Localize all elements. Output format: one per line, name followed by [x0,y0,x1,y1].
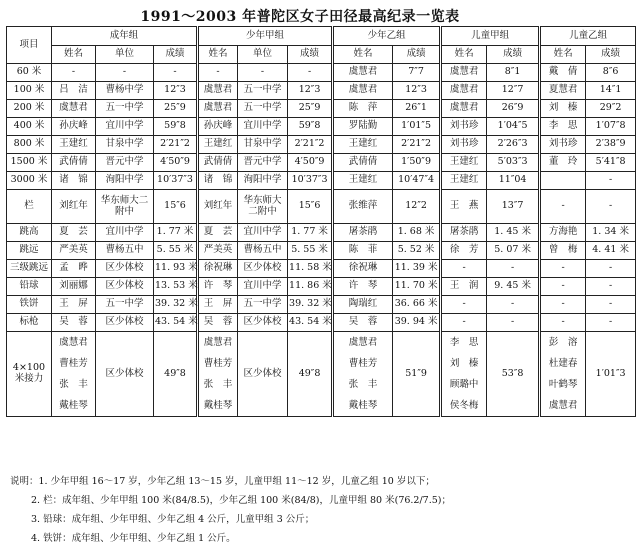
table-cell: - [487,260,540,278]
header-group-child-b: 儿童乙组 [540,27,636,46]
event-cell: 800 米 [7,136,52,154]
table-cell: 五一中学 [238,296,288,314]
relay-runner: 虞慧君 [548,400,578,411]
table-cell: 陈 萍 [333,100,393,118]
event-cell: 3000 米 [7,172,52,190]
event-cell: 200 米 [7,100,52,118]
table-cell: - [198,64,238,82]
relay-runner: 彭 溶 [548,337,578,348]
table-cell: 29″2 [586,100,636,118]
table-cell: 11″04 [487,172,540,190]
table-cell: 甘泉中学 [238,136,288,154]
table-row [7,154,636,172]
table-cell: 虞慧君 [198,100,238,118]
table-cell: 虞慧君 [52,100,96,118]
table-cell: 许 琴 [198,278,238,296]
table-cell: - [441,296,487,314]
table-cell: - [238,64,288,82]
table-cell: 12″3 [288,82,333,100]
event-cell: 跳高 [7,224,52,242]
header-result: 成绩 [586,46,636,64]
table-cell: 宜川中学 [96,118,154,136]
table-cell: 武倩倩 [198,154,238,172]
records-body [7,64,636,417]
table-cell: 13. 53 米 [154,278,198,296]
table-cell: 26″9 [487,100,540,118]
table-cell: 孙庆峰 [52,118,96,136]
table-cell: 区少体校 [238,314,288,332]
header-group-adult: 成年组 [52,27,198,46]
table-cell: 11. 70 米 [393,278,441,296]
note-line: 2. 栏：成年组、少年甲组 100 米(84/8.5)，少年乙组 100 米(84/8)，儿童甲组 80 米(76.2/7.5)； [31,495,451,506]
relay-runner: 曹桂芳 [348,358,378,369]
table-cell: - [540,278,586,296]
table-row [7,100,636,118]
table-cell: 宜川中学 [238,278,288,296]
table-cell: 2′26″3 [487,136,540,154]
table-row [7,296,636,314]
table-cell: 26″1 [393,100,441,118]
table-cell: 宜川中学 [96,224,154,242]
header-group-junior-b: 少年乙组 [333,27,441,46]
table-cell: 刘书珍 [441,118,487,136]
table-cell: 1. 34 米 [586,224,636,242]
table-cell: 晋元中学 [238,154,288,172]
table-cell: 严美英 [52,242,96,260]
table-cell: 12″3 [154,82,198,100]
relay-names [540,332,586,417]
table-cell: 曾 梅 [540,242,586,260]
relay-runner: 侯冬梅 [449,400,479,411]
header-result: 成绩 [393,46,441,64]
table-cell: 1. 45 米 [487,224,540,242]
table-cell [540,172,586,190]
table-cell: 王建红 [333,136,393,154]
table-cell: 吕 洁 [52,82,96,100]
table-cell: 1′01″3 [586,332,636,417]
table-cell: 虞慧君 [441,64,487,82]
table-cell: 49″8 [288,332,333,417]
table-cell: 5′41″8 [586,154,636,172]
table-cell: - [586,172,636,190]
table-cell: 1. 77 米 [288,224,333,242]
table-cell: 华东师大二附中 [96,190,154,224]
table-cell: 屠茶鹃 [441,224,487,242]
table-row [7,224,636,242]
relay-runner: 顾璐中 [449,379,479,390]
table-cell: 2′38″9 [586,136,636,154]
table-cell: 10′37″3 [288,172,333,190]
table-cell: - [586,278,636,296]
table-cell: 9. 45 米 [487,278,540,296]
table-cell: - [540,314,586,332]
header-group-child-a: 儿童甲组 [441,27,540,46]
table-cell: 徐 芳 [441,242,487,260]
table-row [7,64,636,82]
table-cell: - [586,314,636,332]
event-cell: 标枪 [7,314,52,332]
page-title: 1991～2003 年普陀区女子田径最高纪录一览表 [140,9,460,25]
table-cell: 曹杨中学 [96,82,154,100]
table-cell: 王 屏 [52,296,96,314]
table-cell: 15″6 [154,190,198,224]
relay-runner: 张 丰 [203,379,233,390]
table-cell: 洵阳中学 [96,172,154,190]
table-cell: 39. 32 米 [288,296,333,314]
table-cell: 王 润 [441,278,487,296]
table-cell: 华东师大二附中 [238,190,288,224]
table-cell: 区少体校 [96,332,154,417]
table-cell: 43. 54 米 [288,314,333,332]
table-cell: 11. 86 米 [288,278,333,296]
table-cell: 刘红年 [52,190,96,224]
table-cell: 区少体校 [96,260,154,278]
table-cell: 王建红 [333,172,393,190]
table-cell: 11. 93 米 [154,260,198,278]
table-cell: 12″7 [487,82,540,100]
note-line: 4. 铁饼：成年组、少年甲组、少年乙组 1 公斤。 [31,533,236,544]
table-cell: - [96,64,154,82]
relay-runner: 虞慧君 [59,337,88,348]
relay-names [52,332,96,417]
relay-names [333,332,393,417]
table-cell: 2′21″2 [393,136,441,154]
header-result: 成绩 [154,46,198,64]
table-cell: 53″8 [487,332,540,417]
table-cell: 区少体校 [96,314,154,332]
event-cell: 1500 米 [7,154,52,172]
table-cell: 刘丽娜 [52,278,96,296]
table-cell: 五一中学 [96,296,154,314]
table-cell: 12″2 [393,190,441,224]
table-cell: 25″9 [288,100,333,118]
header-unit: 单位 [96,46,154,64]
table-cell: 虞慧君 [333,82,393,100]
table-row [7,82,636,100]
table-cell: 12″3 [393,82,441,100]
event-cell: 栏 [7,190,52,224]
table-cell: 王 屏 [198,296,238,314]
table-cell: 屠茶鹃 [333,224,393,242]
table-cell: 武倩倩 [52,154,96,172]
table-cell: 5. 52 米 [393,242,441,260]
table-cell: 区少体校 [238,260,288,278]
table-cell: 曹杨五中 [238,242,288,260]
event-cell: 跳远 [7,242,52,260]
table-cell: 39. 94 米 [393,314,441,332]
table-cell: 王 燕 [441,190,487,224]
relay-names [441,332,487,417]
relay-runner: 张 丰 [59,379,88,390]
table-cell: 刘红年 [198,190,238,224]
table-cell: 7″7 [393,64,441,82]
table-cell: 诸 锦 [52,172,96,190]
relay-runner: 曹桂芳 [59,358,88,369]
table-cell: 刘书珍 [441,136,487,154]
table-cell: 虞慧君 [441,82,487,100]
table-cell: 徐祝琳 [198,260,238,278]
table-cell: 吴 蓉 [333,314,393,332]
table-cell: 51″9 [393,332,441,417]
table-cell: - [288,64,333,82]
table-cell: 虞慧君 [441,100,487,118]
table-cell: 王建红 [441,172,487,190]
table-cell: - [52,64,96,82]
table-cell: 区少体校 [238,332,288,417]
table-cell: 14″1 [586,82,636,100]
table-cell: 五一中学 [238,100,288,118]
table-row [7,278,636,296]
table-cell: - [540,296,586,314]
header-result: 成绩 [487,46,540,64]
table-cell: 王建红 [198,136,238,154]
table-cell: 43. 54 米 [154,314,198,332]
table-cell: - [586,260,636,278]
table-cell: 李 思 [540,118,586,136]
table-cell: 8″1 [487,64,540,82]
relay-runner: 李 思 [449,337,479,348]
table-cell: 夏 芸 [52,224,96,242]
table-cell: - [441,314,487,332]
table-cell: 董 玲 [540,154,586,172]
table-cell: 5. 07 米 [487,242,540,260]
table-cell: 诸 锦 [198,172,238,190]
table-cell: 15″6 [288,190,333,224]
table-cell: 4′50″9 [154,154,198,172]
table-cell: 武倩倩 [333,154,393,172]
table-cell: 五一中学 [238,82,288,100]
table-cell: 25″9 [154,100,198,118]
table-row-relay [7,332,636,417]
table-cell: 王建红 [52,136,96,154]
header-name: 姓名 [198,46,238,64]
table-cell: 59″8 [288,118,333,136]
table-cell: 13″7 [487,190,540,224]
table-cell: 夏慧君 [540,82,586,100]
table-cell: 吴 蓉 [198,314,238,332]
table-row [7,118,636,136]
table-cell: 区少体校 [96,278,154,296]
table-row [7,190,636,224]
table-cell: - [154,64,198,82]
table-cell: - [487,296,540,314]
table-cell: 吴 蓉 [52,314,96,332]
table-cell: 五一中学 [96,100,154,118]
note-line: 3. 铅球：成年组、少年甲组、少年乙组 4 公斤，儿童甲组 3 公斤； [31,514,315,525]
event-cell: 铅球 [7,278,52,296]
note-line: 说明：1. 少年甲组 16～17 岁，少年乙组 13～15 岁，儿童甲组 11～12 岁，儿童乙组 10 岁以下； [10,476,435,487]
relay-runner: 刘 榛 [449,358,479,369]
table-cell: 虞慧君 [198,82,238,100]
relay-runner: 虞慧君 [203,337,233,348]
relay-runner: 叶鹤琴 [548,379,578,390]
table-cell: 4′50″9 [288,154,333,172]
table-cell: 59″8 [154,118,198,136]
table-cell: 2′21″2 [154,136,198,154]
table-cell: 1′04″5 [487,118,540,136]
header-name: 姓名 [540,46,586,64]
records-table [6,26,636,417]
table-cell: 罗陆勤 [333,118,393,136]
table-cell: 虞慧君 [333,64,393,82]
table-cell: 39. 32 米 [154,296,198,314]
table-cell: 孙庆峰 [198,118,238,136]
table-cell: - [441,260,487,278]
table-cell: 1. 77 米 [154,224,198,242]
header-name: 姓名 [333,46,393,64]
table-cell: 曹杨五中 [96,242,154,260]
event-cell: 60 米 [7,64,52,82]
table-cell: 晋元中学 [96,154,154,172]
relay-runner: 杜建春 [548,358,578,369]
event-cell: 400 米 [7,118,52,136]
table-cell: 夏 芸 [198,224,238,242]
header-name: 姓名 [441,46,487,64]
table-cell: 洵阳中学 [238,172,288,190]
table-cell: 戴 倩 [540,64,586,82]
table-cell: 宜川中学 [238,118,288,136]
table-cell: - [586,190,636,224]
table-cell: 1′01″5 [393,118,441,136]
table-cell: 10′47″4 [393,172,441,190]
relay-runner: 虞慧君 [348,337,378,348]
event-cell: 4×100 米接力 [7,332,52,417]
relay-runner: 曹桂芳 [203,358,233,369]
table-row [7,172,636,190]
table-cell: - [487,314,540,332]
table-cell: 5. 55 米 [288,242,333,260]
event-cell: 铁饼 [7,296,52,314]
table-cell: 陶瑞红 [333,296,393,314]
table-cell: 严美英 [198,242,238,260]
table-cell: 许 琴 [333,278,393,296]
table-row [7,242,636,260]
header-result: 成绩 [288,46,333,64]
table-row [7,314,636,332]
table-cell: 宜川中学 [238,224,288,242]
table-cell: 49″8 [154,332,198,417]
event-cell: 三级跳远 [7,260,52,278]
table-cell: - [540,260,586,278]
table-cell: 2′21″2 [288,136,333,154]
table-cell: 甘泉中学 [96,136,154,154]
table-cell: - [586,296,636,314]
table-cell: 5′03″3 [487,154,540,172]
table-cell: - [540,190,586,224]
notes [10,472,595,548]
relay-runner: 戴桂琴 [203,400,233,411]
relay-runner: 张 丰 [348,379,378,390]
table-cell: 36. 66 米 [393,296,441,314]
table-row [7,136,636,154]
table-cell: 陈 菲 [333,242,393,260]
table-cell: 王建红 [441,154,487,172]
header-name: 姓名 [52,46,96,64]
relay-runner: 戴桂琴 [348,400,378,411]
table-cell: 11. 39 米 [393,260,441,278]
table-cell: 1′07″8 [586,118,636,136]
header-unit: 单位 [238,46,288,64]
table-cell: 5. 55 米 [154,242,198,260]
table-cell: 方海艳 [540,224,586,242]
relay-runner: 戴桂琴 [59,400,88,411]
header-item: 项目 [7,27,52,64]
relay-names [198,332,238,417]
table-cell: 1′50″9 [393,154,441,172]
table-row [7,260,636,278]
table-cell: 4. 41 米 [586,242,636,260]
table-cell: 刘书珍 [540,136,586,154]
event-cell: 100 米 [7,82,52,100]
table-cell: 11. 58 米 [288,260,333,278]
table-cell: 刘 榛 [540,100,586,118]
table-cell: 张维萍 [333,190,393,224]
header-group-junior-a: 少年甲组 [198,27,333,46]
table-cell: 10′37″3 [154,172,198,190]
table-cell: 孟 晔 [52,260,96,278]
table-cell: 1. 68 米 [393,224,441,242]
table-cell: 8″6 [586,64,636,82]
table-cell: 徐祝琳 [333,260,393,278]
